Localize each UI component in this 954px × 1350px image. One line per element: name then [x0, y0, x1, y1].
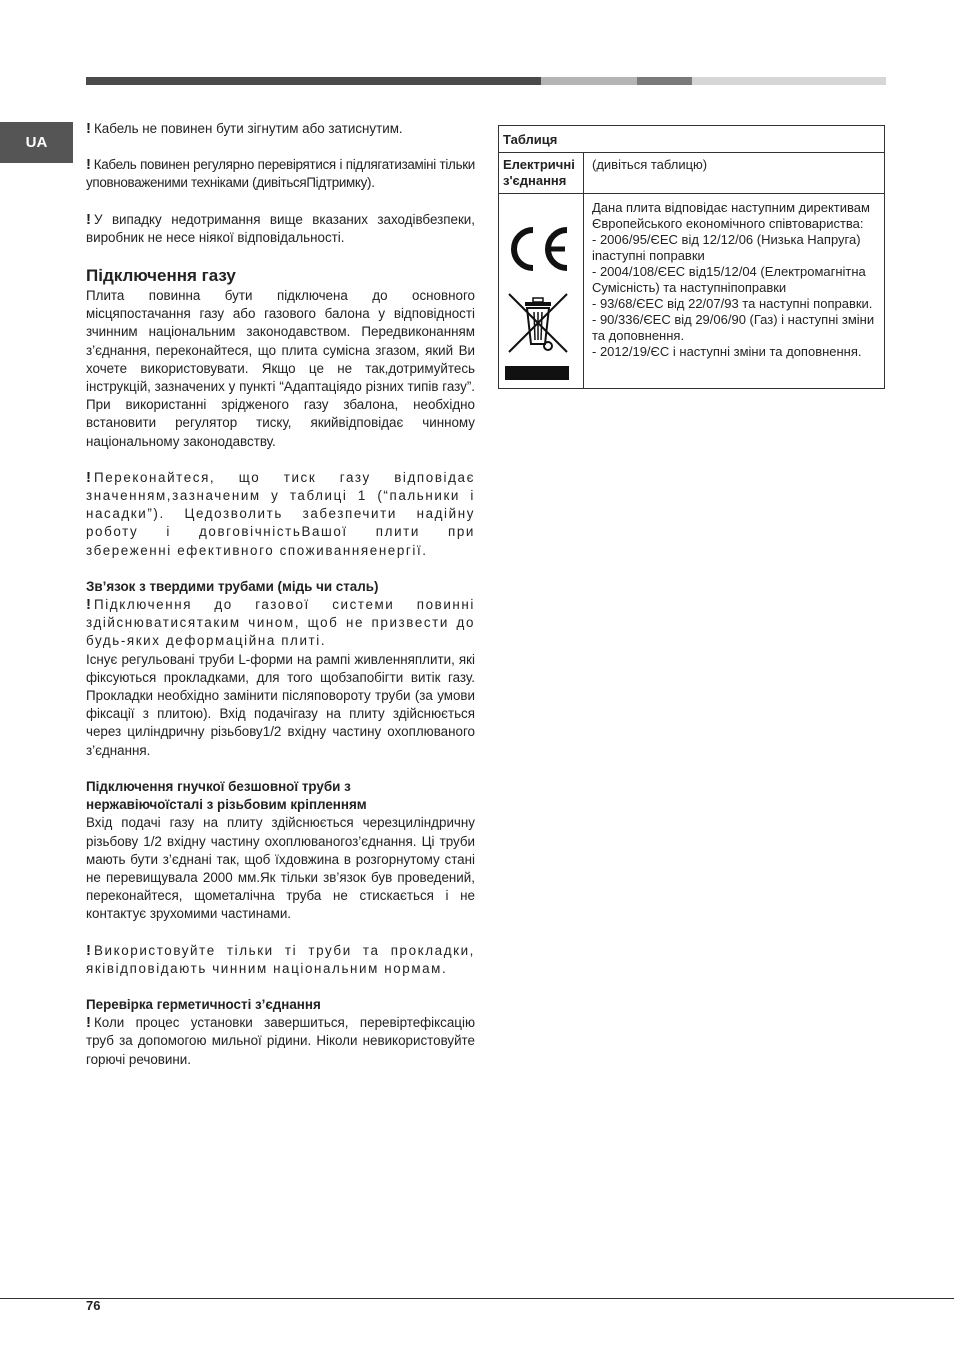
- flexible-note: ! Використовуйте тільки ті труби та прокладки, яківідповідають чинним національним нормам.: [86, 941, 475, 976]
- gas-pressure-note: ! Переконайтеся, що тиск газу відповідає значенням,зазначеним у таблиці 1 (“пальники і насадки”). Цедозволить забезпечити надійну роботу і довговічністьВашої плити при збереженні ефективного споживанняенергії.: [86, 468, 475, 558]
- flexible-body: Вхід подачі газу на плиту здійснюється черезциліндричну різьбову 1/2 вхідну частину охоплюваногоз’єднання. Ці труби мають бути з’єднані так, щоб їхдовжина в розгорнутому стані не перевищувала 2000 мм.Як тільки зв’язок був проведений, переконайтеся, щометалічна труба не стискається і не контактує зрухомими частинами.: [86, 815, 475, 922]
- header-bar-segment: [637, 77, 692, 85]
- header-bar-segment: [541, 77, 637, 85]
- warning-icon: !: [86, 468, 91, 486]
- section-title-gas: Підключення газу: [86, 266, 236, 286]
- warning-icon: !: [86, 120, 91, 137]
- ce-mark-icon: [505, 224, 571, 274]
- language-tab: UA: [0, 122, 73, 163]
- directive-item: - 2004/108/ЄЕС від15/12/04 (Електромагнітна Сумісність) та наступніпоправки: [592, 264, 866, 295]
- info-table: [498, 125, 885, 389]
- electrical-value: (дивіться таблицю): [584, 153, 885, 194]
- directives-intro: Дана плита відповідає наступним директивам Європейського економічного співтовариства:: [592, 200, 870, 231]
- warning-icon: !: [86, 210, 91, 228]
- directive-item: - 2012/19/ЄС і наступні зміни та доповнення.: [592, 344, 862, 359]
- rigid-note: ! Підключення до газової системи повинні здійснюватисятаким чином, щоб не призвести до будь-яких деформаційна плиті.: [86, 596, 475, 649]
- black-bar-mark: [505, 366, 569, 380]
- warning-icon: !: [86, 941, 91, 959]
- directive-item: - 93/68/ЄЕС від 22/07/93 та наступні поправки.: [592, 296, 873, 311]
- warning-cable-check: ! Кабель повинен регулярно перевірятися і підлягатизаміні тільки уповноваженими техніками (дивітьсяПідтримку).: [86, 156, 475, 191]
- header-bar-segment: [692, 77, 886, 85]
- left-column: [86, 120, 475, 1069]
- directive-item: - 90/336/ЄЕС від 29/06/90 (Газ) і наступні зміни та доповнення.: [592, 312, 875, 343]
- directive-item: - 2006/95/ЄЕС від 12/12/06 (Низька Напруга) іnаступні поправки: [592, 232, 861, 263]
- electrical-label: Електричні з'єднання: [499, 153, 584, 194]
- section-title-leak: Перевірка герметичності з’єднання: [86, 996, 321, 1012]
- section-title-rigid: Зв’язок з твердими трубами (мідь чи сталь): [86, 578, 379, 594]
- warning-cable-bend: ! Кабель не повинен бути зігнутим або затиснутим.: [86, 120, 403, 137]
- header-color-bar: [86, 77, 886, 85]
- warning-icon: !: [86, 1014, 91, 1032]
- table-header: Таблиця: [499, 126, 885, 153]
- leak-note: ! Коли процес установки завершиться, перевіртефіксацію труб за допомогою мильної рідини. Ніколи невикористовуйте горючі речовини.: [86, 1014, 475, 1067]
- directives-cell: [584, 194, 885, 389]
- rigid-body: Існує регульовані труби L-форми на рампі живленняплити, які фіксуються прокладками, для того щобзапобігти витік газу. Прокладки необхідно замінити післяповороту труби (за умови фіксації з плитою). Вхід подачігазу на плиту здійснюється через циліндричну різьбову1/2 вхідну частину охоплюваного з’єднання.: [86, 651, 475, 758]
- warning-icon: !: [86, 596, 91, 614]
- section-title-flexible: Підключення гнучкої безшовної труби з нержавіючоїсталі з різьбовим кріпленням: [86, 778, 367, 813]
- page-number: 76: [86, 1298, 101, 1313]
- warning-liability: ! У випадку недотримання вище вказаних заходівбезпеки, виробник не несе ніякої відповідальності.: [86, 210, 475, 245]
- compliance-marks: [499, 194, 584, 389]
- gas-intro: Плита повинна бути підключена до основного місцяпостачання газу або газового балона у відповідності зчинним національним законодавством. Передвиконанням з’єднання, переконайтеся, що плита сумісна згазом, який Ви хочете використовувати. Якщо це не так,дотримуйтесь інструкцій, зазначених у пункті “Адаптаціядо різних типів газу”. При використанні зрідженого газу збалона, необхідно встановити регулятор тиску, якийвідповідає чинному національному законодавству.: [86, 288, 475, 449]
- footer-rule: [0, 1298, 954, 1299]
- weee-crossed-bin-icon: [505, 290, 571, 356]
- header-bar-segment: [86, 77, 541, 85]
- warning-icon: !: [86, 156, 91, 174]
